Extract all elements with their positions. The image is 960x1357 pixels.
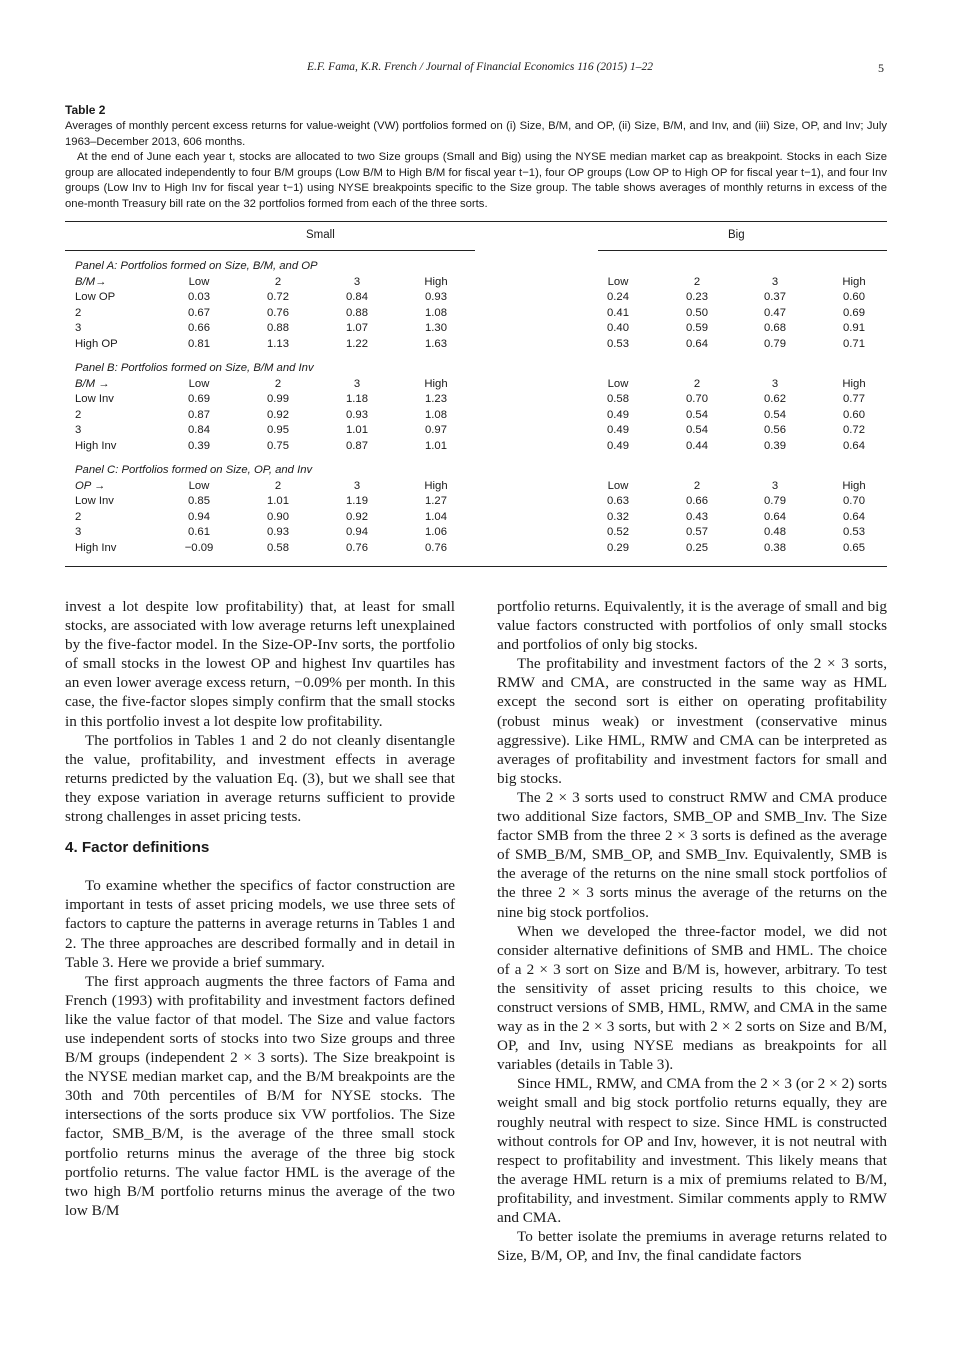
- paragraph: The profitability and investment factors of the 2 × 3 sorts, RMW and CMA, are constructed in the same way as HML except the second sort is either on operating profitability (robust minus weak) or investment (conservative minus aggressive). Like HML, RMW and CMA can be interpreted as averages of profitability and investment factors for small and big stocks.: [497, 655, 887, 787]
- table-cell-small: 0.81: [188, 338, 210, 350]
- table-cell-big: 0.70: [843, 495, 865, 508]
- table-cell-big: 0.69: [843, 306, 865, 319]
- table-cell-small: 0.92: [267, 408, 289, 421]
- table-cell-small: 0.72: [267, 291, 289, 304]
- column-header: High: [842, 275, 866, 288]
- paragraph: To examine whether the specifics of factor construction are important in tests of asset pricing models, we use three sets of factors to capture the patterns in average returns in Tables 1 and 2. The three approaches are described formally and in detail in Table 3. Here we provide a brief summary.: [65, 877, 455, 971]
- table-cell-big: 0.25: [686, 542, 708, 554]
- table-cell-big: 0.60: [843, 291, 865, 304]
- row-label: 2: [75, 408, 82, 421]
- table-cell-small: 1.07: [346, 322, 368, 335]
- table-cell-small: 0.75: [267, 440, 289, 452]
- table-cell-big: 0.37: [764, 291, 786, 304]
- table-cell-big: 0.50: [686, 306, 708, 319]
- small-header-rule: [65, 250, 475, 251]
- column-header: 3: [771, 275, 779, 288]
- table-cell-small: 0.97: [425, 424, 447, 437]
- table-cell-big: 0.32: [607, 510, 629, 523]
- table-cell-small: 0.93: [346, 408, 368, 421]
- column-header: 2: [274, 377, 282, 390]
- row-label: High Inv: [75, 440, 117, 452]
- row-label: Low OP: [75, 291, 116, 304]
- paragraph: Since HML, RMW, and CMA from the 2 × 3 (or 2 × 2) sorts weight small and big stock portfolio returns equally, they are roughly neutral with respect to size. Since HML is constructed without controls for OP and Inv, however, it is not neutral with respect to profitability and investment. This likely means that the average HML return is a mix of premiums related to B/M, profitability, and investment. Similar comments apply to RMW and CMA.: [497, 1075, 887, 1226]
- row-label: 3: [75, 322, 82, 335]
- table-cell-big: 0.54: [764, 408, 786, 421]
- table-cell-small: 0.39: [188, 440, 210, 452]
- row-label: 2: [75, 306, 82, 319]
- table-cell-big: 0.64: [843, 510, 865, 523]
- column-header: 3: [771, 479, 779, 492]
- table-cell-big: 0.49: [607, 424, 629, 437]
- table-cell-small: 1.06: [425, 526, 447, 539]
- table-cell-small: 0.84: [346, 291, 368, 304]
- group-header-big: Big: [728, 229, 745, 241]
- table-cell-small: 1.27: [425, 495, 447, 508]
- column-header: Low: [188, 479, 210, 492]
- table-cell-big: 0.68: [764, 322, 786, 335]
- column-header: Low: [188, 377, 210, 390]
- panel-title: Panel A: Portfolios formed on Size, B/M, and OP: [75, 260, 318, 272]
- table-cell-big: 0.64: [764, 510, 786, 523]
- page-number: 5: [878, 61, 884, 75]
- table-cell-small: 0.93: [425, 291, 447, 304]
- column-header: High: [842, 479, 866, 492]
- table-cell-small: 0.88: [267, 322, 289, 335]
- column-header: 2: [274, 479, 282, 492]
- table-bottom-rule: [65, 566, 887, 567]
- table-cell-big: 0.23: [686, 291, 708, 304]
- table-cell-small: 1.19: [346, 495, 368, 508]
- table-cell-small: 0.94: [346, 526, 368, 539]
- table-cell-small: 0.67: [188, 306, 210, 319]
- table-cell-small: 0.93: [267, 526, 289, 539]
- table-cell-big: 0.64: [843, 440, 865, 452]
- table-caption: Averages of monthly percent excess returns for value-weight (VW) portfolios formed on (i) Size, B/M, and OP, (ii) Size, B/M, and Inv, and (iii) Size, OP, and Inv; July 1963–December 2013, 606 months.: [65, 120, 887, 148]
- table-cell-big: 0.62: [764, 393, 786, 406]
- table-cell-big: 0.59: [686, 322, 708, 335]
- table-cell-small: 0.99: [267, 393, 289, 406]
- column-header: Low: [607, 275, 629, 288]
- table-cell-small: 1.08: [425, 408, 447, 421]
- column-header: 3: [771, 377, 779, 390]
- table-cell-small: 0.87: [188, 408, 210, 421]
- paragraph: When we developed the three-factor model, we did not consider alternative definitions of SMB and HML. The choice of a 2 × 3 sort on Size and B/M is, however, arbitrary. To test the sensitivity of asset pricing results to this choice, we construct versions of SMB, HML, RMW, and CMA in the same way as in the 2 × 3 sorts, but with 2 × 2 sorts on Size and B/M, OP, and Inv, using NYSE medians as breakpoints for all variables (details in Table 3).: [497, 922, 887, 1074]
- table-cell-small: 1.01: [346, 424, 368, 437]
- table-cell-small: 1.13: [267, 338, 289, 350]
- table-cell-big: 0.56: [764, 424, 786, 437]
- left-column: [65, 597, 455, 1220]
- table-cell-big: 0.49: [607, 440, 629, 452]
- column-header: 3: [353, 377, 361, 390]
- table-cell-big: 0.65: [843, 542, 865, 554]
- column-header: High: [424, 275, 448, 288]
- table-cell-small: 1.01: [425, 440, 447, 452]
- big-header-rule: [598, 250, 887, 251]
- table-top-rule: [65, 221, 887, 222]
- paragraph: portfolio returns. Equivalently, it is the average of small and big value factors constructed with portfolios of only small stocks and portfolios of only big stocks.: [497, 598, 887, 654]
- table-cell-big: 0.29: [607, 542, 629, 554]
- table-cell-big: 0.60: [843, 408, 865, 421]
- column-header: Low: [188, 275, 210, 288]
- table-cell-small: 1.22: [346, 338, 368, 350]
- table-cell-small: 0.94: [188, 510, 210, 523]
- table-cell-small: 0.90: [267, 510, 289, 523]
- section-heading: 4. Factor definitions: [65, 839, 210, 857]
- table-cell-small: 0.85: [188, 495, 210, 508]
- column-header: 3: [353, 275, 361, 288]
- paragraph: The first approach augments the three factors of Fama and French (1993) with profitability and investment factors defined like the value factor of that model. The Size and value factors use independent sorts of stocks into two Size groups and three B/M groups (independent 2 × 3 sorts). The Size breakpoint is the NYSE median market cap, and the B/M breakpoints are the 30th and 70th percentiles of B/M for NYSE stocks. The intersections of the sorts produce six VW portfolios. The Size factor, SMB_B/M, is the average of the three small stock portfolio returns minus the average of the three big stock portfolio returns. The value factor HML is the average of the two high B/M portfolio returns minus the average of the two low B/M: [65, 972, 455, 1219]
- column-header: 2: [693, 275, 701, 288]
- table-cell-small: 1.63: [425, 338, 447, 350]
- column-header: Low: [607, 479, 629, 492]
- table-cell-big: 0.72: [843, 424, 865, 437]
- table-cell-small: 1.30: [425, 322, 447, 335]
- table-cell-small: 0.76: [425, 542, 447, 554]
- table-cell-small: 0.66: [188, 322, 210, 335]
- panel-title: Panel C: Portfolios formed on Size, OP, and Inv: [75, 464, 313, 476]
- column-header: Low: [607, 377, 629, 390]
- right-column: [497, 597, 887, 1265]
- table-cell-big: 0.79: [764, 495, 786, 508]
- table-cell-big: 0.39: [764, 440, 786, 452]
- table-cell-small: −0.09: [184, 542, 214, 554]
- table-cell-big: 0.24: [607, 291, 629, 304]
- table-cell-small: 1.01: [267, 495, 289, 508]
- table-cell-big: 0.64: [686, 338, 708, 350]
- column-header: 2: [693, 479, 701, 492]
- table-cell-small: 1.18: [346, 393, 368, 406]
- table-cell-big: 0.41: [607, 306, 629, 319]
- paragraph: invest a lot despite low profitability) that, at least for small stocks, are associated with low average returns left unexplained by the five-factor model. In the Size-OP-Inv sorts, the portfolio of small stocks in the lowest OP and highest Inv quartiles has an even lower average excess return, −0.09% per month. In this case, the five-factor slopes simply confirm that the small stocks in this portfolio invest a lot despite low profitability.: [65, 598, 455, 730]
- paragraph: To better isolate the premiums in average returns related to Size, B/M, OP, and Inv, the final candidate factors: [497, 1228, 887, 1265]
- column-header: High: [424, 479, 448, 492]
- table-cell-big: 0.52: [607, 526, 629, 539]
- row-label: High OP: [75, 338, 118, 350]
- table-cell-small: 1.08: [425, 306, 447, 319]
- table-cell-big: 0.71: [843, 338, 865, 350]
- table-cell-small: 0.95: [267, 424, 289, 437]
- table-cell-big: 0.38: [764, 542, 786, 554]
- table-cell-big: 0.63: [607, 495, 629, 508]
- table-cell-big: 0.40: [607, 322, 629, 335]
- table-cell-small: 0.58: [267, 542, 289, 554]
- table-cell-big: 0.58: [607, 393, 629, 406]
- table-cell-small: 0.92: [346, 510, 368, 523]
- table-cell-small: 0.84: [188, 424, 210, 437]
- column-header: 2: [693, 377, 701, 390]
- sort-label: B/M →: [75, 377, 110, 390]
- table-cell-big: 0.53: [843, 526, 865, 539]
- table-cell-big: 0.47: [764, 306, 786, 319]
- row-label: 3: [75, 526, 82, 539]
- table-cell-small: 0.69: [188, 393, 210, 406]
- table-cell-big: 0.54: [686, 408, 708, 421]
- table-cell-big: 0.79: [764, 338, 786, 350]
- table-cell-big: 0.57: [686, 526, 708, 539]
- paragraph: The 2 × 3 sorts used to construct RMW and CMA produce two additional Size factors, SMB_OP and SMB_Inv. The Size factor SMB from the three 2 × 3 sorts is defined as the average of SMB_B/M, SMB_OP, and SMB_Inv. Equivalently, SMB is the average of the returns on the nine small stock portfolios of the three 2 × 3 sorts minus the average of the returns on the nine big stock portfolios.: [497, 788, 887, 921]
- table-note: At the end of June each year t, stocks are allocated to two Size groups (Small and Big) using the NYSE median market cap as breakpoint. Stocks in each Size group are allocated independently to four B/M groups (Low B/M to High B/M for fiscal year t−1), four OP groups (Low OP to High OP for fiscal year t−1), and four Inv groups (Low Inv to High Inv for fiscal year t−1) using NYSE breakpoints specific to the Size group. The table shows averages of monthly returns in excess of the one-month Treasury bill rate on the 32 portfolios formed from each of the three sorts.: [65, 151, 887, 210]
- table-cell-small: 0.61: [188, 526, 210, 539]
- panel-title: Panel B: Portfolios formed on Size, B/M and Inv: [75, 362, 314, 374]
- table-cell-small: 0.87: [346, 440, 368, 452]
- table-cell-big: 0.91: [843, 322, 865, 335]
- row-label: 3: [75, 424, 82, 437]
- table-cell-big: 0.43: [686, 510, 708, 523]
- table-cell-small: 0.03: [188, 291, 210, 304]
- sort-label: OP →: [75, 479, 106, 492]
- column-header: High: [424, 377, 448, 390]
- sort-label: B/M→: [75, 275, 107, 288]
- table-cell-small: 0.76: [267, 306, 289, 319]
- table-cell-small: 1.23: [425, 393, 447, 406]
- table-cell-big: 0.66: [686, 495, 708, 508]
- table-cell-big: 0.48: [764, 526, 786, 539]
- running-header: E.F. Fama, K.R. French / Journal of Financial Economics 116 (2015) 1–22: [306, 61, 654, 73]
- table-cell-big: 0.77: [843, 393, 865, 406]
- column-header: High: [842, 377, 866, 390]
- table-cell-small: 0.88: [346, 306, 368, 319]
- table-cell-big: 0.49: [607, 408, 629, 421]
- table-cell-small: 1.04: [425, 510, 447, 523]
- table-cell-big: 0.70: [686, 393, 708, 406]
- column-header: 2: [274, 275, 282, 288]
- paragraph: The portfolios in Tables 1 and 2 do not cleanly disentangle the value, profitability, and investment effects in average returns predicted by the valuation Eq. (3), but we shall see that they expose variation in average returns sufficient to provide strong challenges in asset pricing tests.: [65, 731, 455, 826]
- row-label: High Inv: [75, 542, 117, 554]
- row-label: Low Inv: [75, 393, 114, 406]
- row-label: 2: [75, 510, 82, 523]
- column-header: 3: [353, 479, 361, 492]
- row-label: Low Inv: [75, 495, 114, 508]
- table-cell-small: 0.76: [346, 542, 368, 554]
- table-title: Table 2: [65, 103, 106, 117]
- group-header-small: Small: [306, 229, 335, 241]
- table-cell-big: 0.44: [686, 440, 708, 452]
- table-cell-big: 0.54: [686, 424, 708, 437]
- table-cell-big: 0.53: [607, 338, 629, 350]
